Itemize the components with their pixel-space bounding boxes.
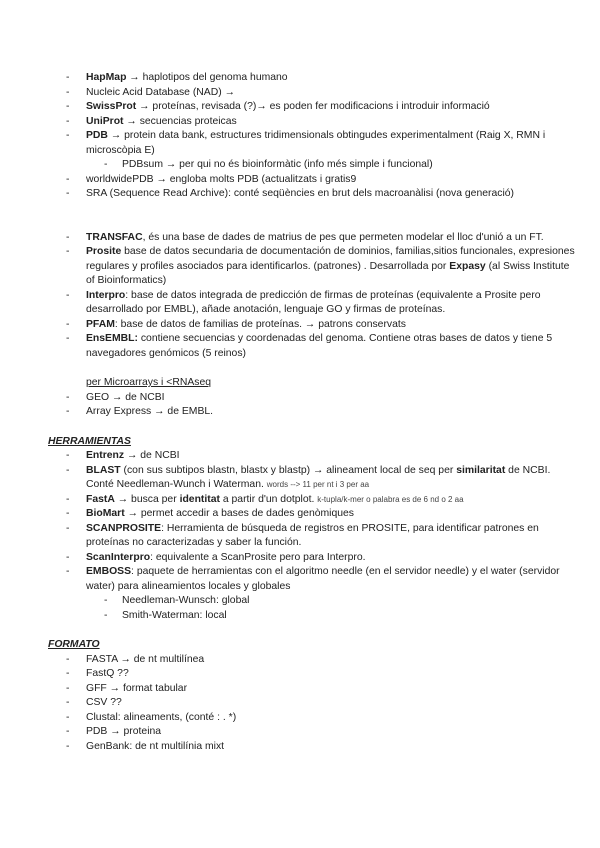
- list-item: - FastQ ??: [0, 667, 600, 682]
- microarrays-label: per Microarrays i <RNAseq: [86, 377, 212, 388]
- list-item: - ScanInterpro: equivalente a ScanProsite pero para Interpro.: [0, 551, 600, 566]
- list-item: - Clustal: alineaments, (conté : . *): [0, 711, 600, 726]
- section-heading-herramientas: HERRAMIENTAS: [48, 435, 131, 447]
- list-item: - HapMap → haplotipos del genoma humano: [0, 71, 600, 86]
- list-item: - Prosite base de datos secundaria de documentación de dominios, familias,sitios funcionales, expresiones regulares y profiles asociados para identificarlos. (patrones) . Desarrollada por Expasy (al Swiss Institute of Bioinformatics): [0, 245, 600, 289]
- list-item: - SRA (Sequence Read Archive): conté seqüències en brut dels macroanàlisi (nova generació): [0, 187, 600, 202]
- list-item: - SwissProt → proteínas, revisada (?)→ es poden fer modificacions i introduir informació: [0, 100, 600, 115]
- list-item: - PDBsum → per qui no és bioinformàtic (info més simple i funcional): [0, 158, 600, 173]
- list-item: - GFF → format tabular: [0, 682, 600, 697]
- list-item: - FastA → busca per identitat a partir d'un dotplot. k-tupla/k-mer o palabra es de 6 nd o 2 aa: [0, 493, 600, 508]
- list-item: - EnsEMBL: contiene secuencias y coordenadas del genoma. Contiene otras bases de datos y tiene 5 navegadores genómicos (5 reinos): [0, 332, 600, 361]
- list-item: - Nucleic Acid Database (NAD) →: [0, 86, 600, 101]
- databases-list-2: [0, 231, 600, 362]
- list-item: - UniProt → secuencias proteicas: [0, 115, 600, 130]
- list-item: - EMBOSS: paquete de herramientas con el algoritmo needle (en el servidor needle) y el water (servidor water) para alineamientos locales y globales: [0, 565, 600, 594]
- list-item: - PFAM: base de datos de familias de proteínas. → patrons conservats: [0, 318, 600, 333]
- list-item: - worldwidePDB → engloba molts PDB (actualitzats i gratis9: [0, 173, 600, 188]
- list-item: - Smith-Waterman: local: [0, 609, 600, 624]
- list-item: - SCANPROSITE: Herramienta de búsqueda de registros en PROSITE, para identificar patrones en proteínas no caracterizadas y saber la función.: [0, 522, 600, 551]
- list-item: - Needleman-Wunsch: global: [0, 594, 600, 609]
- formato-list: [0, 653, 600, 755]
- databases-list: [0, 71, 600, 202]
- herramientas-list: [0, 449, 600, 623]
- list-item: - GEO → de NCBI: [0, 391, 600, 406]
- list-item: - Interpro: base de datos integrada de predicción de firmas de proteínas (equivalente a Prosite pero desarrollado por EMBL), añade anotación, lenguaje GO y firmas de proteínas.: [0, 289, 600, 318]
- list-item: - PDB → proteina: [0, 725, 600, 740]
- list-item: - FASTA → de nt multilínea: [0, 653, 600, 668]
- list-item: - TRANSFAC, és una base de dades de matrius de pes que permeten modelar el lloc d'unió a un FT.: [0, 231, 600, 246]
- list-item: - GenBank: de nt multilínia mixt: [0, 740, 600, 755]
- list-item: - BLAST (con sus subtipos blastn, blastx y blastp) → alineament local de seq per similaritat de NCBI. Conté Needleman-Wunch i Waterman. words --> 11 per nt i 3 per aa: [0, 464, 600, 493]
- list-item: - PDB → protein data bank, estructures tridimensionals obtingudes experimentalment (Raig X, RMN i microscòpia E): [0, 129, 600, 158]
- section-heading-formato: FORMATO: [48, 639, 100, 650]
- list-item: - BioMart → permet accedir a bases de dades genòmiques: [0, 507, 600, 522]
- list-item: - Entrenz → de NCBI: [0, 449, 600, 464]
- microarrays-list: [0, 391, 600, 420]
- list-item: - Array Express → de EMBL.: [0, 405, 600, 420]
- list-item: - CSV ??: [0, 696, 600, 711]
